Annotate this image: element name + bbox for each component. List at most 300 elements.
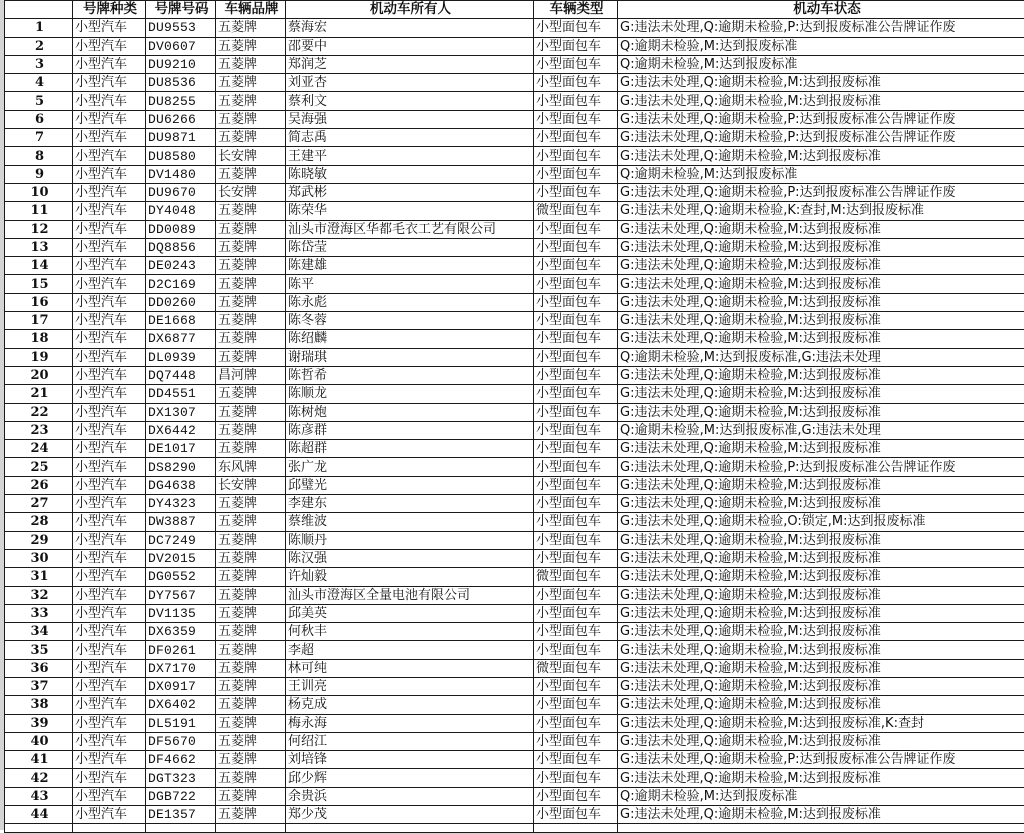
cell-status[interactable]: G:违法未处理,Q:逾期未检验,M:达到报废标准 — [618, 623, 1024, 641]
cell-vehicle-type[interactable]: 小型面包车 — [534, 458, 618, 476]
cell-index[interactable]: 9 — [5, 165, 73, 183]
cell-plate-type[interactable]: 小型汽车 — [73, 92, 146, 110]
header-owner[interactable]: 机动车所有人 — [286, 1, 534, 19]
cell-owner[interactable]: 陈冬蓉 — [286, 312, 534, 330]
cell-index[interactable]: 3 — [5, 55, 73, 73]
cell-owner[interactable]: 许灿毅 — [286, 568, 534, 586]
cell-status[interactable]: G:违法未处理,Q:逾期未检验,M:达到报废标准 — [618, 385, 1024, 403]
cell-plate-number[interactable]: DU9553 — [146, 19, 216, 37]
cell-brand[interactable]: 昌河牌 — [216, 366, 286, 384]
cell-vehicle-type[interactable]: 小型面包车 — [534, 421, 618, 439]
cell-brand[interactable]: 五菱牌 — [216, 385, 286, 403]
cell-brand[interactable]: 五菱牌 — [216, 751, 286, 769]
cell-brand[interactable]: 五菱牌 — [216, 55, 286, 73]
cell-vehicle-type[interactable]: 小型面包车 — [534, 604, 618, 622]
cell-status[interactable]: G:违法未处理,Q:逾期未检验,M:达到报废标准 — [618, 220, 1024, 238]
cell-plate-number[interactable]: DE0243 — [146, 257, 216, 275]
cell-brand[interactable]: 五菱牌 — [216, 641, 286, 659]
cell-plate-number[interactable]: DE1668 — [146, 312, 216, 330]
cell-plate-number[interactable]: DD0089 — [146, 220, 216, 238]
cell-index[interactable]: 8 — [5, 147, 73, 165]
cell-plate-number[interactable]: DV2015 — [146, 549, 216, 567]
cell-plate-number[interactable]: DD0260 — [146, 293, 216, 311]
cell-plate-type[interactable]: 小型汽车 — [73, 513, 146, 531]
cell-plate-number[interactable]: DU8536 — [146, 74, 216, 92]
cell-plate-number[interactable]: DC7249 — [146, 531, 216, 549]
cell-plate-type[interactable]: 小型汽车 — [73, 806, 146, 824]
cell-plate-number[interactable]: DF0261 — [146, 641, 216, 659]
cell-brand[interactable]: 五菱牌 — [216, 696, 286, 714]
cell-vehicle-type[interactable]: 小型面包车 — [534, 513, 618, 531]
cell-brand[interactable]: 五菱牌 — [216, 586, 286, 604]
cell-owner[interactable]: 陈平 — [286, 275, 534, 293]
cell-owner[interactable]: 邱璧光 — [286, 476, 534, 494]
cell-plate-type[interactable]: 小型汽车 — [73, 366, 146, 384]
cell-plate-number[interactable]: DW3887 — [146, 513, 216, 531]
cell-brand[interactable]: 五菱牌 — [216, 403, 286, 421]
cell-index[interactable]: 12 — [5, 220, 73, 238]
cell-plate-type[interactable]: 小型汽车 — [73, 604, 146, 622]
cell-owner[interactable]: 汕头市澄海区全量电池有限公司 — [286, 586, 534, 604]
cell-vehicle-type[interactable]: 小型面包车 — [534, 403, 618, 421]
cell-brand[interactable]: 五菱牌 — [216, 513, 286, 531]
cell-plate-number[interactable]: DX0917 — [146, 677, 216, 695]
cell-status[interactable]: Q:逾期未检验,M:达到报废标准,G:违法未处理 — [618, 421, 1024, 439]
cell-plate-number[interactable]: DU8255 — [146, 92, 216, 110]
cell-status[interactable]: G:违法未处理,Q:逾期未检验,M:达到报废标准 — [618, 677, 1024, 695]
cell-plate-type[interactable]: 小型汽车 — [73, 202, 146, 220]
cell-plate-number[interactable]: DY7567 — [146, 586, 216, 604]
cell-index[interactable]: 29 — [5, 531, 73, 549]
cell-plate-type[interactable]: 小型汽车 — [73, 495, 146, 513]
cell-owner[interactable]: 简志禹 — [286, 129, 534, 147]
cell-owner[interactable]: 陈彦群 — [286, 421, 534, 439]
cell-owner[interactable]: 何绍江 — [286, 732, 534, 750]
cell-owner[interactable]: 陈顺龙 — [286, 385, 534, 403]
cell-owner[interactable]: 蔡海宏 — [286, 19, 534, 37]
cell-plate-type[interactable]: 小型汽车 — [73, 659, 146, 677]
cell-brand[interactable]: 五菱牌 — [216, 421, 286, 439]
cell-status[interactable]: G:违法未处理,Q:逾期未检验,M:达到报废标准 — [618, 403, 1024, 421]
cell-plate-type[interactable]: 小型汽车 — [73, 147, 146, 165]
cell-vehicle-type[interactable]: 小型面包车 — [534, 751, 618, 769]
cell-plate-number[interactable]: DY4323 — [146, 495, 216, 513]
cell-plate-type[interactable]: 小型汽车 — [73, 37, 146, 55]
cell-status[interactable]: G:违法未处理,Q:逾期未检验,M:达到报废标准 — [618, 549, 1024, 567]
cell-plate-type[interactable]: 小型汽车 — [73, 714, 146, 732]
header-vehicle-type[interactable]: 车辆类型 — [534, 1, 618, 19]
cell-plate-number[interactable]: DU9670 — [146, 183, 216, 201]
cell-owner[interactable]: 陈哲希 — [286, 366, 534, 384]
cell-status[interactable]: Q:逾期未检验,M:达到报废标准,G:违法未处理 — [618, 348, 1024, 366]
cell-index[interactable]: 31 — [5, 568, 73, 586]
cell-plate-type[interactable]: 小型汽车 — [73, 385, 146, 403]
cell-plate-number[interactable]: DX6877 — [146, 330, 216, 348]
cell-owner[interactable]: 杨克成 — [286, 696, 534, 714]
cell-owner[interactable]: 陈顺丹 — [286, 531, 534, 549]
cell-vehicle-type[interactable]: 小型面包车 — [534, 147, 618, 165]
cell-status[interactable]: G:违法未处理,Q:逾期未检验,M:达到报废标准 — [618, 476, 1024, 494]
cell-index[interactable]: 1 — [5, 19, 73, 37]
cell-brand[interactable]: 五菱牌 — [216, 623, 286, 641]
cell-vehicle-type[interactable]: 小型面包车 — [534, 495, 618, 513]
cell-brand[interactable]: 五菱牌 — [216, 604, 286, 622]
cell-brand[interactable]: 五菱牌 — [216, 440, 286, 458]
cell-status[interactable]: G:违法未处理,Q:逾期未检验,M:达到报废标准 — [618, 659, 1024, 677]
cell-status[interactable]: G:违法未处理,Q:逾期未检验,M:达到报废标准 — [618, 238, 1024, 256]
cell-plate-number[interactable]: DX6402 — [146, 696, 216, 714]
cell-plate-type[interactable]: 小型汽车 — [73, 787, 146, 805]
cell-plate-type[interactable]: 小型汽车 — [73, 751, 146, 769]
cell-plate-type[interactable]: 小型汽车 — [73, 74, 146, 92]
cell-owner[interactable]: 陈晓敏 — [286, 165, 534, 183]
cell-plate-number[interactable]: DL0939 — [146, 348, 216, 366]
cell-index[interactable]: 35 — [5, 641, 73, 659]
cell-index[interactable]: 19 — [5, 348, 73, 366]
cell-owner[interactable]: 刘亚杏 — [286, 74, 534, 92]
cell-owner[interactable]: 张广龙 — [286, 458, 534, 476]
cell-plate-number[interactable]: DGB722 — [146, 787, 216, 805]
cell-owner[interactable]: 王训亮 — [286, 677, 534, 695]
cell-plate-type[interactable]: 小型汽车 — [73, 568, 146, 586]
cell-plate-type[interactable]: 小型汽车 — [73, 732, 146, 750]
cell-plate-type[interactable]: 小型汽车 — [73, 312, 146, 330]
cell-index[interactable]: 4 — [5, 74, 73, 92]
cell-plate-number[interactable]: DU8580 — [146, 147, 216, 165]
cell-owner[interactable]: 余贵浜 — [286, 787, 534, 805]
cell-status[interactable]: G:违法未处理,Q:逾期未检验,M:达到报废标准 — [618, 330, 1024, 348]
cell-plate-number[interactable]: DL5191 — [146, 714, 216, 732]
cell-brand[interactable]: 五菱牌 — [216, 275, 286, 293]
cell-empty[interactable] — [5, 824, 73, 833]
cell-owner[interactable]: 郑武彬 — [286, 183, 534, 201]
cell-owner[interactable]: 邱少辉 — [286, 769, 534, 787]
cell-brand[interactable]: 长安牌 — [216, 147, 286, 165]
cell-empty[interactable] — [534, 824, 618, 833]
cell-owner[interactable]: 陈岱莹 — [286, 238, 534, 256]
cell-index[interactable]: 25 — [5, 458, 73, 476]
cell-index[interactable]: 41 — [5, 751, 73, 769]
cell-vehicle-type[interactable]: 小型面包车 — [534, 677, 618, 695]
cell-brand[interactable]: 五菱牌 — [216, 677, 286, 695]
cell-brand[interactable]: 五菱牌 — [216, 129, 286, 147]
cell-plate-number[interactable]: DGT323 — [146, 769, 216, 787]
cell-index[interactable]: 40 — [5, 732, 73, 750]
cell-index[interactable]: 17 — [5, 312, 73, 330]
cell-owner[interactable]: 蔡维波 — [286, 513, 534, 531]
cell-vehicle-type[interactable]: 微型面包车 — [534, 659, 618, 677]
cell-index[interactable]: 33 — [5, 604, 73, 622]
cell-brand[interactable]: 五菱牌 — [216, 74, 286, 92]
cell-index[interactable]: 26 — [5, 476, 73, 494]
cell-plate-type[interactable]: 小型汽车 — [73, 110, 146, 128]
cell-status[interactable]: G:违法未处理,Q:逾期未检验,M:达到报废标准 — [618, 495, 1024, 513]
cell-status[interactable]: G:违法未处理,Q:逾期未检验,P:达到报废标准公告牌证作废 — [618, 129, 1024, 147]
cell-plate-type[interactable]: 小型汽车 — [73, 531, 146, 549]
cell-plate-number[interactable]: DF4662 — [146, 751, 216, 769]
cell-vehicle-type[interactable]: 小型面包车 — [534, 549, 618, 567]
cell-vehicle-type[interactable]: 小型面包车 — [534, 348, 618, 366]
cell-owner[interactable]: 何秋丰 — [286, 623, 534, 641]
cell-plate-number[interactable]: DE1017 — [146, 440, 216, 458]
cell-brand[interactable]: 五菱牌 — [216, 787, 286, 805]
cell-status[interactable]: G:违法未处理,Q:逾期未检验,M:达到报废标准 — [618, 257, 1024, 275]
cell-plate-type[interactable]: 小型汽车 — [73, 641, 146, 659]
cell-owner[interactable]: 林可纯 — [286, 659, 534, 677]
cell-plate-type[interactable]: 小型汽车 — [73, 238, 146, 256]
cell-index[interactable]: 20 — [5, 366, 73, 384]
cell-status[interactable]: G:违法未处理,Q:逾期未检验,K:查封,M:达到报废标准 — [618, 202, 1024, 220]
cell-plate-number[interactable]: DD4551 — [146, 385, 216, 403]
cell-brand[interactable]: 五菱牌 — [216, 257, 286, 275]
cell-index[interactable]: 37 — [5, 677, 73, 695]
cell-plate-number[interactable]: DF5670 — [146, 732, 216, 750]
cell-vehicle-type[interactable]: 小型面包车 — [534, 806, 618, 824]
header-brand[interactable]: 车辆品牌 — [216, 1, 286, 19]
cell-index[interactable]: 30 — [5, 549, 73, 567]
cell-empty[interactable] — [618, 824, 1024, 833]
cell-plate-type[interactable]: 小型汽车 — [73, 696, 146, 714]
header-status[interactable]: 机动车状态 — [618, 1, 1024, 19]
cell-vehicle-type[interactable]: 小型面包车 — [534, 769, 618, 787]
cell-owner[interactable]: 陈超群 — [286, 440, 534, 458]
cell-status[interactable]: G:违法未处理,Q:逾期未检验,M:达到报废标准 — [618, 732, 1024, 750]
cell-brand[interactable]: 五菱牌 — [216, 348, 286, 366]
cell-vehicle-type[interactable]: 小型面包车 — [534, 110, 618, 128]
cell-plate-number[interactable]: DX6359 — [146, 623, 216, 641]
cell-vehicle-type[interactable]: 小型面包车 — [534, 92, 618, 110]
cell-empty[interactable] — [286, 824, 534, 833]
cell-brand[interactable]: 五菱牌 — [216, 531, 286, 549]
cell-brand[interactable]: 五菱牌 — [216, 293, 286, 311]
cell-plate-number[interactable]: DX6442 — [146, 421, 216, 439]
cell-brand[interactable]: 五菱牌 — [216, 659, 286, 677]
cell-status[interactable]: G:违法未处理,Q:逾期未检验,P:达到报废标准公告牌证作废 — [618, 183, 1024, 201]
cell-plate-type[interactable]: 小型汽车 — [73, 586, 146, 604]
cell-index[interactable]: 39 — [5, 714, 73, 732]
cell-owner[interactable]: 蔡利文 — [286, 92, 534, 110]
cell-plate-type[interactable]: 小型汽车 — [73, 129, 146, 147]
cell-empty[interactable] — [73, 824, 146, 833]
cell-status[interactable]: Q:逾期未检验,M:达到报废标准 — [618, 787, 1024, 805]
cell-status[interactable]: G:违法未处理,Q:逾期未检验,M:达到报废标准 — [618, 366, 1024, 384]
cell-plate-type[interactable]: 小型汽车 — [73, 165, 146, 183]
cell-index[interactable]: 15 — [5, 275, 73, 293]
cell-owner[interactable]: 陈汉强 — [286, 549, 534, 567]
cell-brand[interactable]: 五菱牌 — [216, 330, 286, 348]
cell-owner[interactable]: 汕头市澄海区华都毛衣工艺有限公司 — [286, 220, 534, 238]
cell-plate-number[interactable]: DS8290 — [146, 458, 216, 476]
cell-status[interactable]: G:违法未处理,Q:逾期未检验,O:锁定,M:达到报废标准 — [618, 513, 1024, 531]
cell-index[interactable]: 36 — [5, 659, 73, 677]
cell-owner[interactable]: 陈树炮 — [286, 403, 534, 421]
cell-plate-type[interactable]: 小型汽车 — [73, 257, 146, 275]
cell-owner[interactable]: 陈荣华 — [286, 202, 534, 220]
cell-status[interactable]: G:违法未处理,Q:逾期未检验,M:达到报废标准 — [618, 604, 1024, 622]
cell-owner[interactable]: 陈绍麟 — [286, 330, 534, 348]
cell-vehicle-type[interactable]: 小型面包车 — [534, 476, 618, 494]
cell-vehicle-type[interactable]: 微型面包车 — [534, 202, 618, 220]
cell-status[interactable]: G:违法未处理,Q:逾期未检验,M:达到报废标准 — [618, 586, 1024, 604]
cell-plate-number[interactable]: DV1135 — [146, 604, 216, 622]
cell-brand[interactable]: 五菱牌 — [216, 732, 286, 750]
cell-brand[interactable]: 五菱牌 — [216, 769, 286, 787]
cell-status[interactable]: Q:逾期未检验,M:达到报废标准 — [618, 165, 1024, 183]
cell-plate-type[interactable]: 小型汽车 — [73, 458, 146, 476]
cell-plate-number[interactable]: DV0607 — [146, 37, 216, 55]
cell-plate-number[interactable]: DX1307 — [146, 403, 216, 421]
cell-owner[interactable]: 邱美英 — [286, 604, 534, 622]
cell-index[interactable]: 24 — [5, 440, 73, 458]
cell-status[interactable]: G:违法未处理,Q:逾期未检验,M:达到报废标准 — [618, 74, 1024, 92]
cell-brand[interactable]: 五菱牌 — [216, 92, 286, 110]
cell-vehicle-type[interactable]: 小型面包车 — [534, 183, 618, 201]
cell-index[interactable]: 28 — [5, 513, 73, 531]
cell-status[interactable]: G:违法未处理,Q:逾期未检验,M:达到报废标准 — [618, 92, 1024, 110]
cell-plate-number[interactable]: DE1357 — [146, 806, 216, 824]
cell-index[interactable]: 13 — [5, 238, 73, 256]
cell-brand[interactable]: 五菱牌 — [216, 568, 286, 586]
cell-plate-number[interactable]: DG0552 — [146, 568, 216, 586]
cell-index[interactable]: 2 — [5, 37, 73, 55]
cell-index[interactable]: 42 — [5, 769, 73, 787]
cell-plate-number[interactable]: DG4638 — [146, 476, 216, 494]
cell-vehicle-type[interactable]: 小型面包车 — [534, 220, 618, 238]
cell-vehicle-type[interactable]: 小型面包车 — [534, 531, 618, 549]
cell-plate-type[interactable]: 小型汽车 — [73, 275, 146, 293]
cell-index[interactable]: 16 — [5, 293, 73, 311]
cell-status[interactable]: G:违法未处理,Q:逾期未检验,M:达到报废标准 — [618, 440, 1024, 458]
cell-plate-number[interactable]: DY4048 — [146, 202, 216, 220]
cell-index[interactable]: 22 — [5, 403, 73, 421]
cell-brand[interactable]: 五菱牌 — [216, 714, 286, 732]
header-plate-number[interactable]: 号牌号码 — [146, 1, 216, 19]
cell-index[interactable]: 14 — [5, 257, 73, 275]
cell-status[interactable]: G:违法未处理,Q:逾期未检验,M:达到报废标准 — [618, 806, 1024, 824]
cell-status[interactable]: G:违法未处理,Q:逾期未检验,P:达到报废标准公告牌证作废 — [618, 458, 1024, 476]
cell-owner[interactable]: 陈永彪 — [286, 293, 534, 311]
cell-empty[interactable] — [146, 824, 216, 833]
cell-vehicle-type[interactable]: 小型面包车 — [534, 641, 618, 659]
cell-vehicle-type[interactable]: 小型面包车 — [534, 19, 618, 37]
cell-status[interactable]: G:违法未处理,Q:逾期未检验,M:达到报废标准 — [618, 312, 1024, 330]
cell-vehicle-type[interactable]: 小型面包车 — [534, 385, 618, 403]
cell-vehicle-type[interactable]: 小型面包车 — [534, 129, 618, 147]
cell-status[interactable]: G:违法未处理,Q:逾期未检验,M:达到报废标准 — [618, 568, 1024, 586]
cell-owner[interactable]: 梅永海 — [286, 714, 534, 732]
cell-owner[interactable]: 李超 — [286, 641, 534, 659]
cell-brand[interactable]: 长安牌 — [216, 183, 286, 201]
cell-plate-number[interactable]: DQ8856 — [146, 238, 216, 256]
cell-owner[interactable]: 刘培锋 — [286, 751, 534, 769]
cell-vehicle-type[interactable]: 小型面包车 — [534, 74, 618, 92]
cell-owner[interactable]: 郑润芝 — [286, 55, 534, 73]
cell-status[interactable]: G:违法未处理,Q:逾期未检验,P:达到报废标准公告牌证作废 — [618, 19, 1024, 37]
cell-brand[interactable]: 五菱牌 — [216, 110, 286, 128]
cell-plate-number[interactable]: DV1480 — [146, 165, 216, 183]
cell-brand[interactable]: 东风牌 — [216, 458, 286, 476]
cell-brand[interactable]: 五菱牌 — [216, 37, 286, 55]
cell-plate-type[interactable]: 小型汽车 — [73, 55, 146, 73]
cell-plate-type[interactable]: 小型汽车 — [73, 549, 146, 567]
cell-index[interactable]: 34 — [5, 623, 73, 641]
cell-vehicle-type[interactable]: 小型面包车 — [534, 732, 618, 750]
cell-vehicle-type[interactable]: 小型面包车 — [534, 440, 618, 458]
cell-status[interactable]: G:违法未处理,Q:逾期未检验,P:达到报废标准公告牌证作废 — [618, 110, 1024, 128]
cell-plate-type[interactable]: 小型汽车 — [73, 330, 146, 348]
cell-plate-number[interactable]: DU9210 — [146, 55, 216, 73]
cell-brand[interactable]: 长安牌 — [216, 476, 286, 494]
cell-status[interactable]: G:违法未处理,Q:逾期未检验,M:达到报废标准 — [618, 147, 1024, 165]
cell-vehicle-type[interactable]: 小型面包车 — [534, 275, 618, 293]
cell-plate-type[interactable]: 小型汽车 — [73, 293, 146, 311]
cell-plate-number[interactable]: DU6266 — [146, 110, 216, 128]
cell-vehicle-type[interactable]: 小型面包车 — [534, 238, 618, 256]
cell-plate-type[interactable]: 小型汽车 — [73, 769, 146, 787]
cell-plate-type[interactable]: 小型汽车 — [73, 623, 146, 641]
cell-index[interactable]: 23 — [5, 421, 73, 439]
cell-status[interactable]: G:违法未处理,Q:逾期未检验,M:达到报废标准 — [618, 531, 1024, 549]
cell-index[interactable]: 38 — [5, 696, 73, 714]
cell-index[interactable]: 18 — [5, 330, 73, 348]
cell-index[interactable]: 32 — [5, 586, 73, 604]
cell-plate-type[interactable]: 小型汽车 — [73, 348, 146, 366]
cell-plate-type[interactable]: 小型汽车 — [73, 421, 146, 439]
cell-status[interactable]: G:违法未处理,Q:逾期未检验,M:达到报废标准 — [618, 769, 1024, 787]
cell-owner[interactable]: 王建平 — [286, 147, 534, 165]
cell-vehicle-type[interactable]: 小型面包车 — [534, 714, 618, 732]
cell-plate-type[interactable]: 小型汽车 — [73, 440, 146, 458]
cell-plate-type[interactable]: 小型汽车 — [73, 19, 146, 37]
cell-brand[interactable]: 五菱牌 — [216, 165, 286, 183]
cell-owner[interactable]: 邵要中 — [286, 37, 534, 55]
cell-brand[interactable]: 五菱牌 — [216, 495, 286, 513]
cell-index[interactable]: 6 — [5, 110, 73, 128]
cell-index[interactable]: 10 — [5, 183, 73, 201]
cell-brand[interactable]: 五菱牌 — [216, 549, 286, 567]
cell-owner[interactable]: 谢瑞琪 — [286, 348, 534, 366]
cell-plate-type[interactable]: 小型汽车 — [73, 677, 146, 695]
cell-index[interactable]: 21 — [5, 385, 73, 403]
cell-vehicle-type[interactable]: 小型面包车 — [534, 257, 618, 275]
cell-vehicle-type[interactable]: 微型面包车 — [534, 568, 618, 586]
cell-vehicle-type[interactable]: 小型面包车 — [534, 623, 618, 641]
cell-empty[interactable] — [216, 824, 286, 833]
cell-plate-number[interactable]: DQ7448 — [146, 366, 216, 384]
cell-index[interactable]: 11 — [5, 202, 73, 220]
cell-owner[interactable]: 李建东 — [286, 495, 534, 513]
cell-status[interactable]: Q:逾期未检验,M:达到报废标准 — [618, 37, 1024, 55]
cell-index[interactable]: 43 — [5, 787, 73, 805]
cell-status[interactable]: G:违法未处理,Q:逾期未检验,M:达到报废标准 — [618, 696, 1024, 714]
cell-plate-number[interactable]: D2C169 — [146, 275, 216, 293]
cell-brand[interactable]: 五菱牌 — [216, 202, 286, 220]
cell-index[interactable]: 5 — [5, 92, 73, 110]
cell-owner[interactable]: 郑少茂 — [286, 806, 534, 824]
cell-index[interactable]: 27 — [5, 495, 73, 513]
cell-plate-type[interactable]: 小型汽车 — [73, 403, 146, 421]
cell-plate-type[interactable]: 小型汽车 — [73, 183, 146, 201]
cell-brand[interactable]: 五菱牌 — [216, 238, 286, 256]
cell-brand[interactable]: 五菱牌 — [216, 220, 286, 238]
cell-vehicle-type[interactable]: 小型面包车 — [534, 586, 618, 604]
cell-vehicle-type[interactable]: 小型面包车 — [534, 165, 618, 183]
cell-vehicle-type[interactable]: 小型面包车 — [534, 330, 618, 348]
cell-index[interactable]: 44 — [5, 806, 73, 824]
cell-brand[interactable]: 五菱牌 — [216, 806, 286, 824]
cell-plate-type[interactable]: 小型汽车 — [73, 476, 146, 494]
cell-status[interactable]: G:违法未处理,Q:逾期未检验,M:达到报废标准,K:查封 — [618, 714, 1024, 732]
